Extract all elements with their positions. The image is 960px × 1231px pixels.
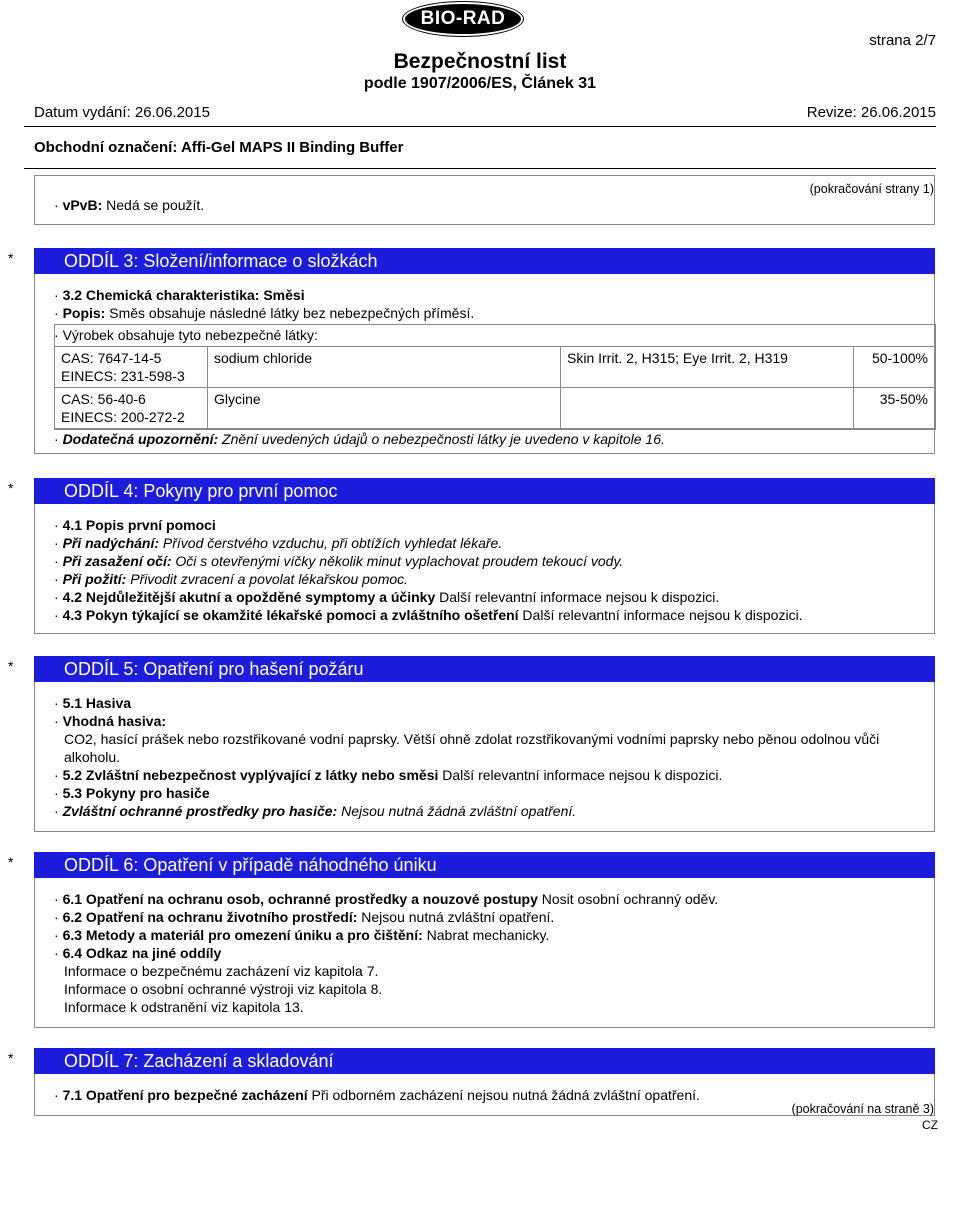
s3-line-3: · Výrobek obsahuje tyto nebezpečné látky: [54, 327, 318, 343]
s4-line-3: · Při zasažení očí: Oči s otevřenými víčky několik minut vyplachovat proudem tekoucí vody. [54, 553, 624, 569]
hazard-cell: Skin Irrit. 2, H315; Eye Irrit. 2, H319 [561, 347, 854, 388]
s6-line-6: Informace o osobní ochranné výstroji viz kapitola 8. [64, 981, 383, 997]
s6-line-7: Informace k odstranění viz kapitola 13. [64, 999, 304, 1015]
s6-line-4: · 6.4 Odkaz na jiné oddíly [54, 945, 222, 961]
change-marker: * [8, 250, 14, 266]
section-6-heading: ODDÍL 6: Opatření v případě náhodného úniku [34, 852, 935, 878]
s3-line-2: · Popis: Směs obsahuje následné látky bez nebezpečných příměsí. [54, 305, 475, 321]
percent-cell: 35-50% [854, 388, 935, 429]
s6-line-5: Informace o bezpečnému zacházení viz kapitola 7. [64, 963, 379, 979]
vpvb-line: · vPvB: Nedá se použít. [54, 197, 205, 213]
section-5-heading: ODDÍL 5: Opatření pro hašení požáru [34, 656, 935, 682]
substance-name-cell: Glycine [208, 388, 561, 429]
s3-note: · Dodatečná upozornění: Znění uvedených údajů o nebezpečnosti látky je uvedeno v kapitole 16. [54, 431, 665, 447]
continuation-bottom: (pokračování na straně 3) [791, 1102, 934, 1116]
cas-cell: CAS: 7647-14-5 EINECS: 231-598-3 [55, 347, 208, 388]
substance-name-cell: sodium chloride [208, 347, 561, 388]
s6-line-1: · 6.1 Opatření na ochranu osob, ochranné prostředky a nouzové postupy Nosit osobní ochranný oděv. [54, 891, 719, 907]
substances-table [54, 346, 935, 429]
document-subtitle: podle 1907/2006/ES, Článek 31 [363, 75, 597, 92]
language-code: CZ [922, 1118, 938, 1132]
cas-cell: CAS: 56-40-6 EINECS: 200-272-2 [55, 388, 208, 429]
continuation-top: (pokračování strany 1) [809, 182, 934, 196]
bio-rad-logo: BIO-RAD [405, 4, 521, 34]
change-marker: * [8, 854, 14, 870]
s4-line-1: · 4.1 Popis první pomoci [54, 517, 216, 533]
s3-line-1: · 3.2 Chemická charakteristika: Směsi [54, 287, 305, 303]
document-title: Bezpečnostní list [393, 50, 567, 73]
s6-line-2: · 6.2 Opatření na ochranu životního prostředí: Nejsou nutná zvláštní opatření. [54, 909, 555, 925]
section-4-heading: ODDÍL 4: Pokyny pro první pomoc [34, 478, 935, 504]
s4-line-5: · 4.2 Nejdůležitější akutní a opožděné symptomy a účinky Další relevantní informace nejsou k dispozici. [54, 589, 720, 605]
page-number: strana 2/7 [869, 32, 936, 49]
change-marker: * [8, 480, 14, 496]
s5-line-3: CO2, hasící prášek nebo rozstřikované vodní paprsky. Větší ohně zdolat rozstřikovanými vodními paprsky nebo pěnou odolnou vůči alkoholu. [64, 731, 880, 765]
s5-line-6: · Zvláštní ochranné prostředky pro hasiče: Nejsou nutná žádná zvláštní opatření. [54, 803, 577, 819]
s5-line-1: · 5.1 Hasiva [54, 695, 132, 711]
s6-line-3: · 6.3 Metody a materiál pro omezení úniku a pro čištění: Nabrat mechanicky. [54, 927, 550, 943]
s4-line-4: · Při požití: Přivodit zvracení a povolat lékařskou pomoc. [54, 571, 409, 587]
section-3-heading: ODDÍL 3: Složení/informace o složkách [34, 248, 935, 274]
s5-line-2: · Vhodná hasiva: [54, 713, 167, 729]
hazard-cell [561, 388, 854, 429]
change-marker: * [8, 658, 14, 674]
header-divider [24, 126, 936, 127]
section-7-heading: ODDÍL 7: Zacházení a skladování [34, 1048, 935, 1074]
s5-line-4: · 5.2 Zvláštní nebezpečnost vyplývající z látky nebo směsi Další relevantní informace nejsou k dispozici. [54, 767, 723, 783]
table-row [55, 347, 935, 388]
table-row [55, 388, 935, 429]
percent-cell: 50-100% [854, 347, 935, 388]
s5-line-5: · 5.3 Pokyny pro hasiče [54, 785, 210, 801]
s4-line-6: · 4.3 Pokyn týkající se okamžité lékařské pomoci a zvláštního ošetření Další relevantní informace nejsou k dispozici. [54, 607, 803, 623]
revision-date: Revize: 26.06.2015 [806, 104, 936, 121]
trade-divider [24, 168, 936, 169]
date-row [34, 104, 936, 121]
s4-line-2: · Při nadýchání: Přívod čerstvého vzduchu, při obtížích vyhledat lékaře. [54, 535, 503, 551]
s7-line-1: · 7.1 Opatření pro bezpečné zacházení Při odborném zacházení nejsou nutná žádná zvláštní opatření. [54, 1087, 700, 1103]
trade-name: Obchodní označení: Affi-Gel MAPS II Binding Buffer [34, 139, 404, 156]
issue-date: Datum vydání: 26.06.2015 [34, 104, 210, 121]
change-marker: * [8, 1050, 14, 1066]
